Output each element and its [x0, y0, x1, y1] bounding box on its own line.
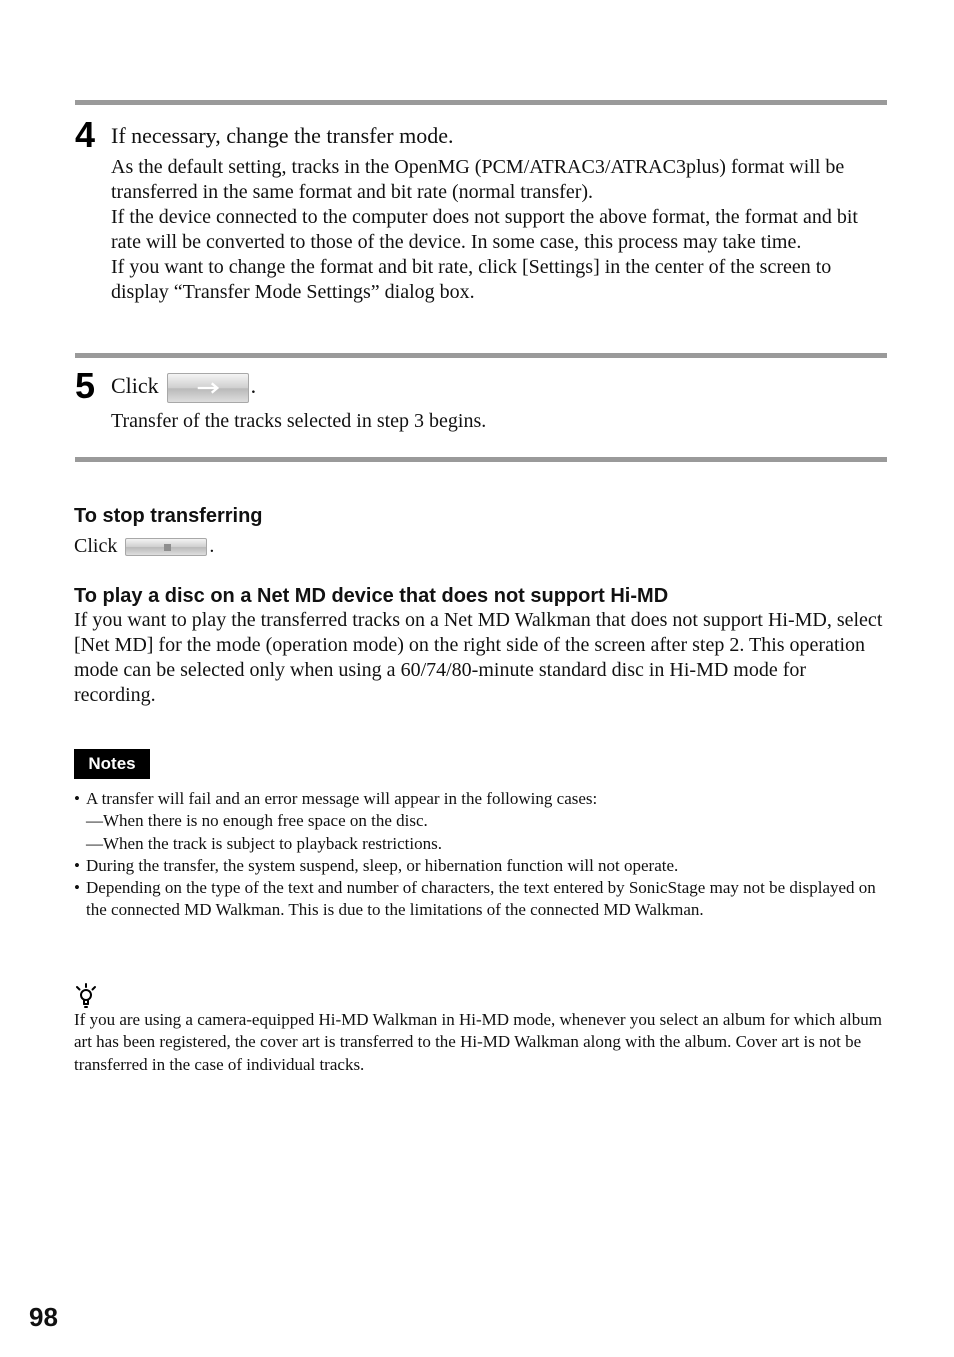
step-4-paragraph: If the device connected to the computer does not support the above format, the format and bit rate will be converted to those of the device. In some case, this process may take time. [111, 206, 858, 253]
note-text: During the transfer, the system suspend, sleep, or hibernation function will not operate. [86, 855, 679, 875]
notes-list [74, 788, 889, 922]
note-item [74, 788, 889, 855]
step-4-paragraph: As the default setting, tracks in the OpenMG (PCM/ATRAC3/ATRAC3plus) format will be transferred in the same format and bit rate (normal transfer). [111, 156, 845, 203]
netmd-section-body [74, 608, 889, 708]
section-rule-step5 [75, 353, 887, 358]
step-5-body: Transfer of the tracks selected in step 3 begins. [111, 410, 487, 432]
bullet: • [74, 789, 80, 808]
note-subitem: —When the track is subject to playback restrictions. [86, 833, 442, 853]
notes-label: Notes [74, 749, 150, 779]
stop-section-heading: To stop transferring [74, 505, 263, 527]
note-item [74, 877, 889, 922]
step-5-heading [111, 373, 256, 403]
netmd-section-heading: To play a disc on a Net MD device that does not support Hi-MD [74, 585, 669, 607]
next-transfer-button [167, 373, 249, 403]
note-item [74, 855, 889, 877]
bullet: • [74, 878, 80, 898]
note-text: A transfer will fail and an error message will appear in the following cases: [86, 789, 598, 808]
step-4-heading: If necessary, change the transfer mode. [111, 123, 454, 148]
bullet: • [74, 855, 80, 875]
step-5-number: 5 [75, 365, 96, 406]
lightbulb-icon [74, 983, 98, 1009]
section-rule-bottom [75, 457, 887, 462]
section-rule-top [75, 100, 887, 105]
step-4-paragraph: If you want to change the format and bit rate, click [Settings] in the center of the screen to display “Transfer Mode Settings” dialog box. [111, 256, 832, 303]
arrow-right-icon [168, 374, 248, 402]
step-5-period: . [250, 373, 257, 399]
step-5-click-label: Click [111, 373, 159, 399]
note-subitem: —When there is no enough free space on the disc. [86, 811, 428, 831]
step-4-number: 4 [75, 114, 96, 155]
stop-section-body [74, 534, 889, 559]
hint-text: If you are using a camera-equipped Hi-MD Walkman in Hi-MD mode, whenever you select an album for which album art has been registered, the cover art is transferred to the Hi-MD Walkman along with the album. Cover art is not be transferred in the case of individual tracks. [74, 1010, 882, 1074]
netmd-paragraph: If you want to play the transferred tracks on a Net MD Walkman that does not support Hi-MD, select [Net MD] for the mode (operation mode) on the right side of the screen after step 2. This operation mode can be selected only when using a 60/74/80-minute standard disc in Hi-MD mode for recording. [74, 609, 883, 706]
step-4-body [111, 155, 891, 305]
stop-click-label: Click [74, 535, 118, 557]
page-number: 98 [29, 1302, 58, 1332]
note-text: Depending on the type of the text and number of characters, the text entered by SonicStage may not be displayed on the connected MD Walkman. This is due to the limitations of the connected MD Walkman. [86, 878, 876, 920]
stop-period: . [209, 535, 215, 557]
stop-transfer-button [125, 538, 207, 556]
stop-icon [164, 544, 171, 551]
